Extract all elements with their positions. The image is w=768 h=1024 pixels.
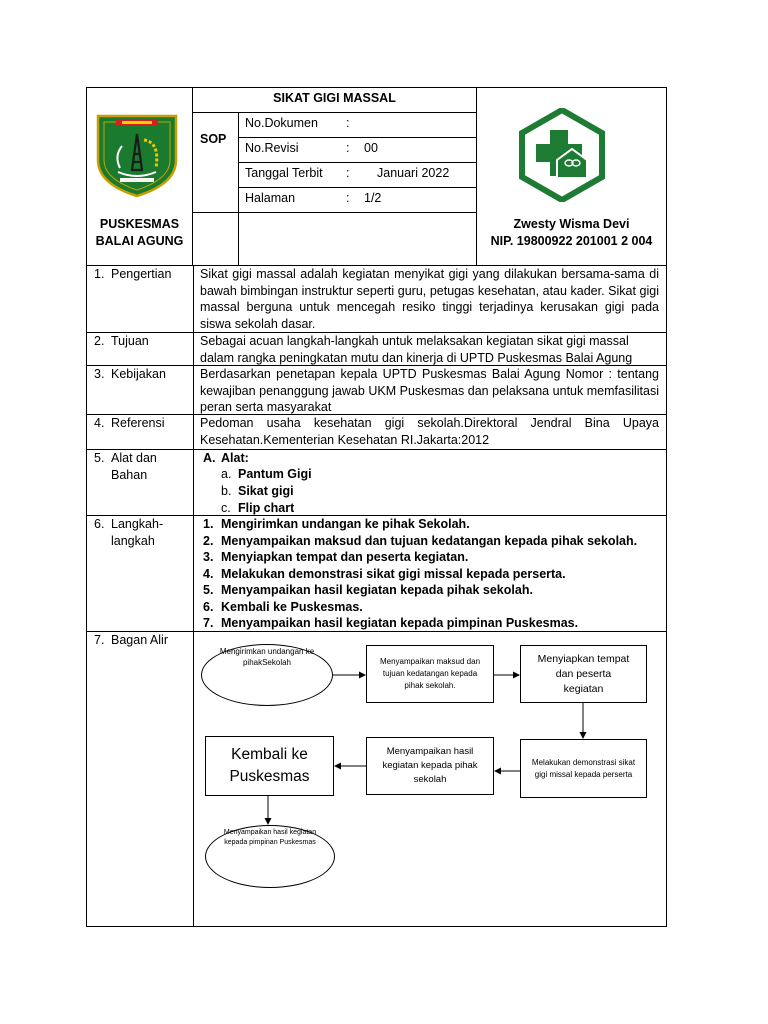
section-number: 5. xyxy=(94,451,105,465)
org-name-line2: BALAI AGUNG xyxy=(95,233,184,248)
list-text: Flip chart xyxy=(238,501,295,515)
list-marker: 5. xyxy=(203,583,214,597)
list-marker: 2. xyxy=(203,533,214,548)
flow-node-tempat xyxy=(520,645,647,703)
document-title: SIKAT GIGI MASSAL xyxy=(273,91,396,105)
section-number: 4. xyxy=(94,416,105,430)
list-marker: 1. xyxy=(203,517,214,531)
signer-nip: NIP. 19800922 201001 2 004 xyxy=(490,233,653,248)
flow-node-label-line2: Puskesmas xyxy=(229,768,310,785)
flow-node-kembali xyxy=(205,736,334,796)
section-number: 6. xyxy=(94,517,105,531)
flow-node-label: Menyampaikan maksud dan tujuan kedatangan kepada pihak sekolah. xyxy=(379,657,481,690)
alat-group-marker: A. xyxy=(203,451,216,465)
list-text: Sikat gigi xyxy=(238,484,294,498)
list-text: Mengirimkan undangan ke pihak Sekolah. xyxy=(221,517,470,531)
flow-node-label-line1: Kembali ke xyxy=(231,746,308,763)
field-separator: : xyxy=(346,166,350,180)
section-number: 3. xyxy=(94,367,105,381)
list-text: Melakukan demonstrasi sikat gigi missal kepada perserta. xyxy=(221,566,566,581)
org-name-line1: PUSKESMAS xyxy=(99,217,180,231)
sop-label: SOP xyxy=(200,132,227,146)
section-text-kebijakan: Berdasarkan penetapan kepala UPTD Puskesmas Balai Agung Nomor : tentang kewajiban penanggung jawab UKM Puskesmas dan pelaksana untuk memfasilitasi peran serta masyarakat xyxy=(200,367,659,414)
section-text-pengertian: Sikat gigi massal adalah kegiatan menyikat gigi yang dilakukan bersama-sama di bawah bimbingan instruktur seperti guru, petugas kesehatan, atau kader. Sikat gigi massal berguna untuk mencegah resiko tinggi terjadinya kerusakan gigi pada siswa sekolah dasar. xyxy=(200,267,659,331)
label-line: Bahan xyxy=(111,467,148,482)
flow-node-hasil-sekolah xyxy=(366,737,494,795)
section-number: 7. xyxy=(94,633,105,647)
section-label-bagan: Bagan Alir xyxy=(111,633,168,647)
label-line: Langkah- xyxy=(111,517,164,531)
label-line: langkah xyxy=(111,533,155,548)
list-marker: c. xyxy=(221,501,231,515)
field-value: 1/2 xyxy=(364,191,382,205)
list-text: Pantum Gigi xyxy=(238,467,312,481)
list-text: Kembali ke Puskesmas. xyxy=(221,599,363,614)
flow-node-label: Melakukan demonstrasi sikat gigi missal kepada perserta xyxy=(531,757,636,779)
flow-node-maksud xyxy=(366,645,494,703)
flow-node-start-label: Mengirimkan undangan ke pihakSekolah xyxy=(219,647,315,667)
section-label-pengertian: Pengertian xyxy=(111,267,172,281)
text-line: dalam rangka peningkatan mutu dan kinerja di UPTD Puskesmas Balai Agung xyxy=(200,350,633,365)
field-label: Tanggal Terbit xyxy=(245,166,323,180)
text-line: Sebagai acuan langkah-langkah untuk melaksakan kegiatan sikat gigi massal xyxy=(200,334,629,348)
flow-node-end-label: Menyampaikan hasil kegiatan kepada pimpinan Puskesmas xyxy=(223,829,317,846)
list-marker: 6. xyxy=(203,599,214,614)
list-marker: 7. xyxy=(203,616,214,630)
label-line: Alat dan xyxy=(111,451,157,465)
field-label: Halaman xyxy=(245,191,296,205)
field-value: Januari 2022 xyxy=(377,166,450,180)
signer-name: Zwesty Wisma Devi xyxy=(513,217,630,231)
list-text: Menyiapkan tempat dan peserta kegiatan. xyxy=(221,550,469,564)
field-label: No.Dokumen xyxy=(245,116,318,130)
section-label-kebijakan: Kebijakan xyxy=(111,367,166,381)
list-marker: a. xyxy=(221,467,232,481)
alat-group-label: Alat: xyxy=(221,451,249,465)
section-label-referensi: Referensi xyxy=(111,416,165,430)
section-number: 2. xyxy=(94,334,105,348)
field-separator: : xyxy=(346,116,350,130)
list-text: Menyampaikan hasil kegiatan kepada pimpinan Puskesmas. xyxy=(221,616,579,630)
list-marker: 3. xyxy=(203,550,214,564)
flow-node-label: Menyiapkan tempat dan peserta kegiatan xyxy=(537,652,630,695)
list-text: Menyampaikan maksud dan tujuan kedatangan kepada pihak sekolah. xyxy=(221,533,638,548)
list-text: Menyampaikan hasil kegiatan kepada pihak sekolah. xyxy=(221,583,533,597)
field-separator: : xyxy=(346,141,350,155)
field-separator: : xyxy=(346,191,350,205)
flow-node-demonstrasi xyxy=(520,739,647,798)
field-label: No.Revisi xyxy=(245,141,299,155)
section-label-tujuan: Tujuan xyxy=(111,334,149,348)
list-marker: b. xyxy=(221,484,232,498)
list-marker: 4. xyxy=(203,566,214,581)
flow-node-label: Menyampaikan hasil kegiatan kepada pihak sekolah xyxy=(382,746,478,785)
section-number: 1. xyxy=(94,267,105,281)
field-value: 00 xyxy=(364,141,378,155)
section-text-referensi: Pedoman usaha kesehatan gigi sekolah.Direktoral Jendral Bina Upaya Kesehatan.Kementerian Kesehatan RI.Jakarta:2012 xyxy=(200,416,659,447)
